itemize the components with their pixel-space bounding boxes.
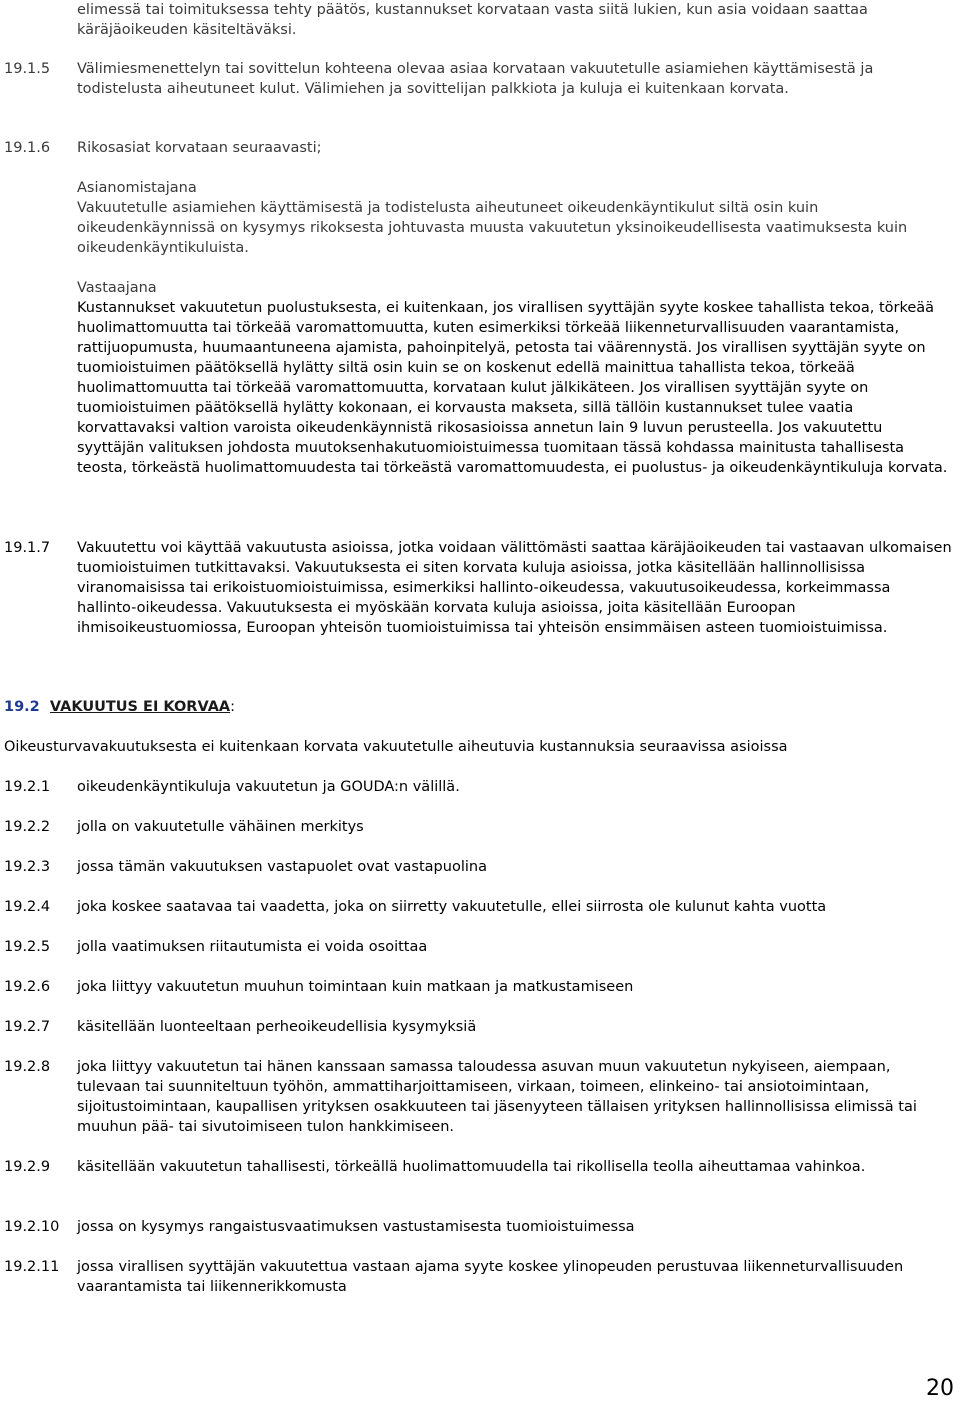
section-body <box>77 138 954 478</box>
item-number: 19.2.10 <box>4 1219 60 1235</box>
list-item <box>0 1017 960 1037</box>
item-number: 19.2.5 <box>4 939 51 955</box>
heading-title: VAKUUTUS EI KORVAA <box>49 699 231 715</box>
item-text: jolla on vakuutetulle vähäinen merkitys <box>77 819 364 835</box>
item-number: 19.2.8 <box>4 1059 51 1075</box>
heading-code: 19.2 <box>4 699 40 715</box>
vastaajana-text: Kustannukset vakuutetun puolustuksesta, ei kuitenkaan, jos virallisen syyttäjän syyte koskee tahallista tekoa, törkeää huolimattomuutta tai törkeää varomattomuutta, kuten esimerkiksi törkeää liikenneturvallisuuden vaarantamista, rattijuopumusta, huumaantuneena ajamista, pahoinpitelyä, petosta tai väärennystä. Jos virallisen syyttäjän syyte on tuomioistuimen päätöksellä hylätty siltä osin kuin se on koskenut edellä mainittua tahallista tekoa, törkeää huolimattomuutta tai törkeää varomattomuutta, korvataan kulut jälkikäteen. Jos virallisen syyttäjän syyte on tuomioistuimen päätöksellä hylätty kokonaan, ei korvausta makseta, sillä tällöin kustannukset tulee vaatia korvattavaksi valtion varoista oikeudenkäynnistä rikosasioissa annetun lain 9 luvun perusteella. Jos vakuutettu syyttäjän valituksen johdosta muutoksenhakutuomioistuimessa tuomitaan tässä kohdassa mainitusta tahallisesta teosta, törkeästä huolimattomuudesta tai törkeästä varomattomuudesta, ei puolustus- ja oikeudenkäyntikuluja korvata. <box>77 300 948 476</box>
list-item <box>0 937 960 957</box>
item-number: 19.2.3 <box>4 859 51 875</box>
list-item <box>0 1057 960 1137</box>
item-number: 19.2.6 <box>4 979 51 995</box>
list-item <box>0 1257 960 1297</box>
list-item <box>0 1217 960 1237</box>
item-text: jossa virallisen syyttäjän vakuutettua vastaan ajama syyte koskee ylinopeuden perustuvaa liikenneturvallisuuden vaarantamista tai liikennerikkomusta <box>77 1259 904 1295</box>
heading-suffix: : <box>230 699 236 715</box>
item-text: joka liittyy vakuutetun muuhun toimintaan kuin matkaan ja matkustamiseen <box>77 979 634 995</box>
section-19-1-5 <box>0 59 960 139</box>
item-number: 19.2.4 <box>4 899 51 915</box>
item-text: käsitellään vakuutetun tahallisesti, törkeällä huolimattomuudella tai rikollisella teolla aiheuttamaa vahinkoa. <box>77 1159 866 1175</box>
list-item <box>0 1157 960 1197</box>
item-text: jolla vaatimuksen riitautumista ei voida osoittaa <box>77 939 428 955</box>
section-number: 19.1.7 <box>4 540 51 556</box>
item-text: jossa tämän vakuutuksen vastapuolet ovat vastapuolina <box>77 859 487 875</box>
section-text: Vakuutettu voi käyttää vakuutusta asioissa, jotka voidaan välittömästi saattaa käräjäoikeuden tai vastaavan ulkomaisen tuomioistuimen tutkittavaksi. Vakuutuksesta ei siten korvata kuluja asioissa, jotka käsitellään hallinnollisissa viranomaisissa tai erikoistuomioistuimissa, esimerkiksi hallinto-oikeudessa, vakuutusoikeudessa, korkeimmassa hallinto-oikeudessa. Vakuutuksesta ei myöskään korvata kuluja asioissa, joita käsitellään Euroopan ihmisoikeustuomiossa, Euroopan yhteisön tuomioistuimissa tai yhteisön ensimmäisen asteen tuomioistuimissa. <box>77 540 952 636</box>
section-text: Välimiesmenettelyn tai sovittelun kohteena olevaa asiaa korvataan vakuutetulle asiamiehen käyttämisestä ja todistelusta aiheutuneet kulut. Välimiehen ja sovittelijan palkkiota ja kuluja ei kuitenkaan korvata. <box>77 61 874 97</box>
item-text: käsitellään luonteeltaan perheoikeudellisia kysymyksiä <box>77 1019 477 1035</box>
asianomistajana-text: Vakuutetulle asiamiehen käyttämisestä ja todistelusta aiheutuneet oikeudenkäyntikulut siltä osin kuin oikeudenkäynnissä on kysymys rikoksesta johtuvasta muusta vakuutetun yksinoikeudellisesta vaatimuksesta kuin oikeudenkäyntikuluista. <box>77 200 908 256</box>
asianomistajana-title: Asianomistajana <box>77 180 197 196</box>
list-item <box>0 817 960 837</box>
section-19-1-6 <box>0 138 960 528</box>
continuation-text: elimessä tai toimituksessa tehty päätös, kustannukset korvataan vasta siitä lukien, kun asia voidaan saattaa käräjäoikeuden käsiteltäväksi. <box>77 2 868 38</box>
item-number: 19.2.11 <box>4 1259 60 1275</box>
item-text: oikeudenkäyntikuluja vakuutetun ja GOUDA:n välillä. <box>77 779 460 795</box>
item-text: jossa on kysymys rangaistusvaatimuksen vastustamisesta tuomioistuimessa <box>77 1219 635 1235</box>
list-item <box>0 897 960 917</box>
list-item <box>0 977 960 997</box>
section-number: 19.1.6 <box>4 140 51 156</box>
item-number: 19.2.2 <box>4 819 51 835</box>
section-19-2-intro: Oikeusturvavakuutuksesta ei kuitenkaan korvata vakuutetulle aiheutuvia kustannuksia seuraavissa asioissa <box>4 739 788 755</box>
page-number: 20 <box>926 1376 954 1401</box>
continuation-paragraph <box>0 0 960 40</box>
item-text: joka liittyy vakuutetun tai hänen kanssaan samassa taloudessa asuvan muun vakuutetun nykyiseen, aiempaan, tulevaan tai suunniteltuun työhön, ammattiharjoittamiseen, virkaan, toimeen, elinkeino- tai ansiotoimintaan, sijoitustoimintaan, kaupallisen yrityksen osakkuuteen tai jäsenyyteen tällaisen yrityksen hallinnollisissa elimissä tai muuhun pää- tai sivutoimiseen tulon hankkimiseen. <box>77 1059 917 1135</box>
section-number: 19.1.5 <box>4 61 51 77</box>
item-number: 19.2.1 <box>4 779 51 795</box>
list-item <box>0 857 960 877</box>
vastaajana-title: Vastaajana <box>77 280 157 296</box>
list-item <box>0 777 960 797</box>
section-19-1-7 <box>0 538 960 668</box>
item-text: joka koskee saatavaa tai vaadetta, joka on siirretty vakuutetulle, ellei siirrosta ole kulunut kahta vuotta <box>77 899 827 915</box>
section-text: Rikosasiat korvataan seuraavasti; <box>77 140 322 156</box>
section-19-2-heading <box>4 697 904 719</box>
item-number: 19.2.7 <box>4 1019 51 1035</box>
item-number: 19.2.9 <box>4 1159 51 1175</box>
